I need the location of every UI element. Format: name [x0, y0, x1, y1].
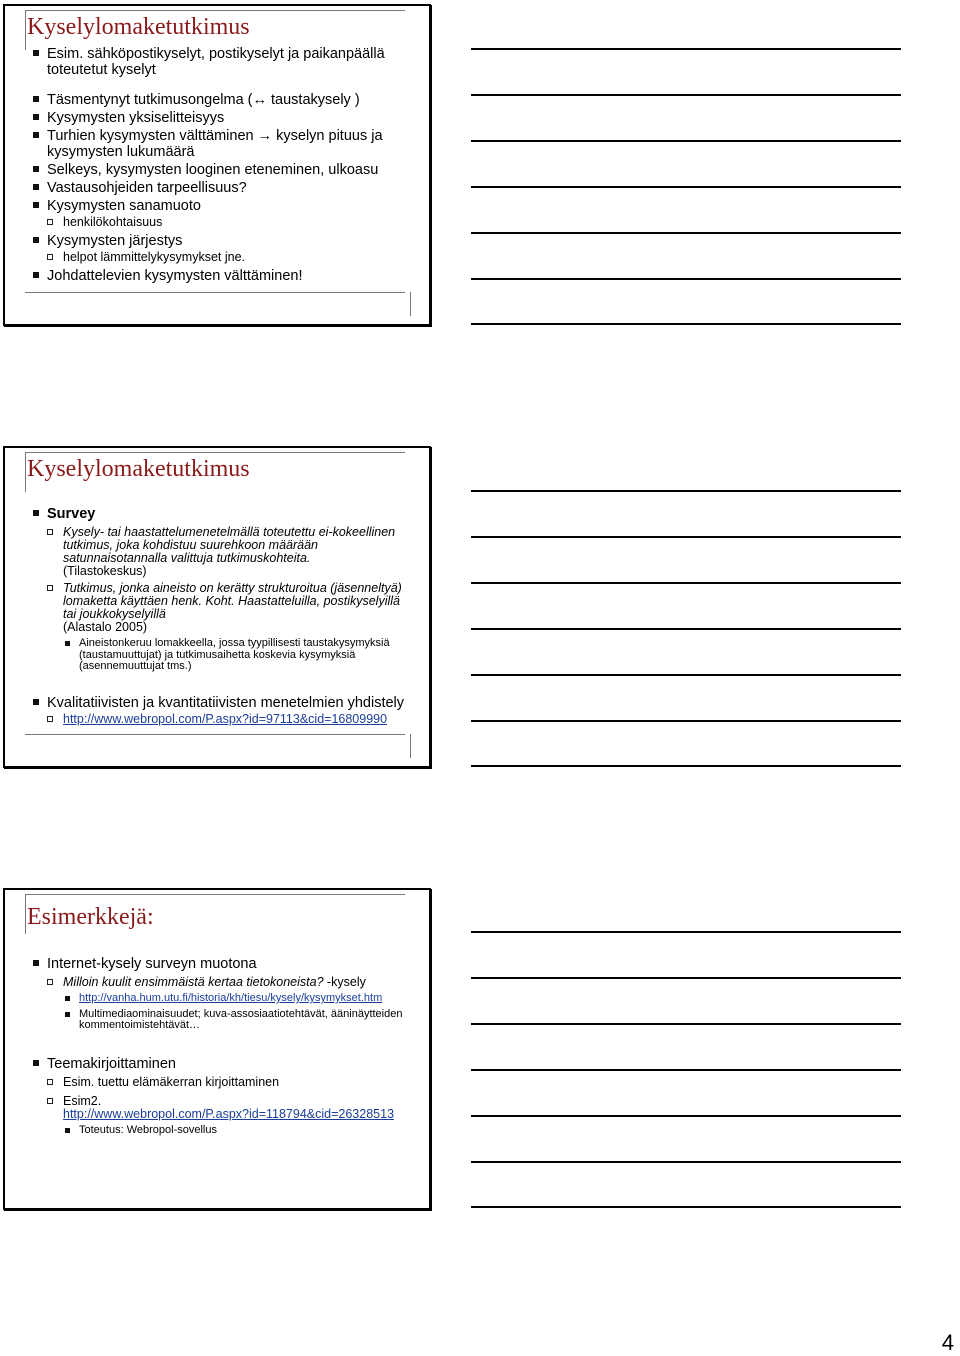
slide-title: Esimerkkejä: [27, 904, 154, 930]
slide-3 [3, 888, 431, 1210]
title-rule-vertical [25, 452, 26, 492]
slide-2 [3, 446, 431, 768]
title-rule [25, 10, 405, 11]
note-line [471, 1161, 901, 1163]
bullet-icon [33, 699, 39, 705]
list-item: Kvalitatiivisten ja kvantitatiivisten menetelmien yhdistely [5, 695, 429, 711]
bullet-icon [65, 1128, 70, 1133]
note-line [471, 628, 901, 630]
bullet-icon [33, 960, 39, 966]
webropol-link-2[interactable]: http://www.webropol.com/P.aspx?id=118794&cid=26328513 [63, 1106, 395, 1121]
sub-list-item: henkilökohtaisuus [5, 216, 429, 229]
note-line [471, 278, 901, 280]
list-item: Survey [5, 506, 429, 522]
sub-list-item-link [5, 1108, 429, 1121]
end-rule-vertical [410, 734, 411, 758]
end-rule [25, 734, 405, 735]
slide-title: Kyselylomaketutkimus [27, 456, 250, 482]
bullet-icon [33, 132, 39, 138]
note-line [471, 765, 901, 767]
sub-list-item: Kysely- tai haastattelumenetelmällä toteutettu ei-kokeellinen tutkimus, joka kohdistuu suurehkoon määrään satunnaisotannalla valittuja tutkimuskohteita. [5, 526, 429, 565]
bullet-icon [33, 202, 39, 208]
list-item: Kysymysten järjestys [5, 233, 429, 249]
slide-title: Kyselylomaketutkimus [27, 14, 250, 40]
bullet-icon [33, 166, 39, 172]
note-line [471, 536, 901, 538]
checkbox-bullet-icon [47, 529, 53, 535]
checkbox-bullet-icon [47, 254, 53, 260]
page-number: 4 [941, 1330, 954, 1355]
checkbox-bullet-icon [47, 219, 53, 225]
bullet-icon [33, 50, 39, 56]
note-line [471, 977, 901, 979]
checkbox-bullet-icon [47, 716, 53, 722]
bullet-icon [65, 641, 70, 646]
sub-sub-list-item: Aineistonkeruu lomakkeella, jossa tyypillisesti taustakysymyksiä (taustamuuttujat) ja tutkimusaihetta koskevia kysymyksiä (asennemuuttujat tms.) [5, 638, 429, 673]
bullet-icon [33, 1060, 39, 1066]
bullet-icon [33, 114, 39, 120]
note-line [471, 674, 901, 676]
sub-sub-list-item: Multimediaominaisuudet; kuva-assosiaatiotehtävät, ääninäytteiden kommentoimistehtävät… [5, 1009, 429, 1032]
list-item: Kysymysten yksiselitteisyys [5, 110, 429, 126]
bullet-icon [33, 272, 39, 278]
checkbox-bullet-icon [47, 585, 53, 591]
vanha-hum-link[interactable]: http://vanha.hum.utu.fi/historia/kh/tiesu/kysely/kysymykset.htm [79, 992, 383, 1004]
list-item: Täsmentynyt tutkimusongelma (↔ taustakysely ) [5, 92, 429, 108]
note-line [471, 140, 901, 142]
title-rule-vertical [25, 894, 26, 934]
title-rule [25, 452, 405, 453]
bullet-icon [33, 184, 39, 190]
bullet-icon [33, 510, 39, 516]
sub-list-item: Esim. tuettu elämäkerran kirjoittaminen [5, 1076, 429, 1089]
end-rule [25, 292, 405, 293]
bullet-icon [65, 1012, 70, 1017]
checkbox-bullet-icon [47, 1098, 53, 1104]
list-item: Internet-kysely surveyn muotona [5, 956, 429, 972]
note-line [471, 232, 901, 234]
note-line [471, 1206, 901, 1208]
checkbox-bullet-icon [47, 1079, 53, 1085]
note-line [471, 931, 901, 933]
note-line [471, 720, 901, 722]
list-item: Kysymysten sanamuoto [5, 198, 429, 214]
list-item: Teemakirjoittaminen [5, 1056, 429, 1072]
note-line [471, 1115, 901, 1117]
list-item: Esim. sähköpostikyselyt, postikyselyt ja paikanpäällä toteutetut kyselyt [5, 46, 429, 78]
sub-list-item: Milloin kuulit ensimmäistä kertaa tietokoneista? -kysely [5, 976, 429, 989]
sub-sub-list-item [5, 993, 429, 1005]
title-rule [25, 894, 405, 895]
webropol-link[interactable]: http://www.webropol.com/P.aspx?id=97113&cid=16809990 [63, 711, 388, 726]
note-line [471, 186, 901, 188]
note-line [471, 323, 901, 325]
note-line [471, 1023, 901, 1025]
list-item: Johdattelevien kysymysten välttäminen! [5, 268, 429, 284]
bullet-icon [33, 237, 39, 243]
sub-list-item: helpot lämmittelykysymykset jne. [5, 251, 429, 264]
sub-list-item-text: (Alastalo 2005) [63, 620, 148, 634]
end-rule-vertical [410, 292, 411, 316]
note-line [471, 1069, 901, 1071]
sub-list-item: Tutkimus, jonka aineisto on kerätty strukturoitua (jäsenneltyä) lomaketta käyttäen henk. Koht. Haastatteluilla, postikyselyillä tai joukkokyselyillä [5, 582, 429, 621]
list-item: Vastausohjeiden tarpeellisuus? [5, 180, 429, 196]
sub-list-item: Esim2. [5, 1095, 429, 1108]
note-line [471, 490, 901, 492]
title-rule-vertical [25, 10, 26, 50]
bullet-icon [65, 996, 70, 1001]
list-item: Selkeys, kysymysten looginen eteneminen, ulkoasu [5, 162, 429, 178]
checkbox-bullet-icon [47, 979, 53, 985]
bullet-icon [33, 96, 39, 102]
sub-list-item-text: (Tilastokeskus) [63, 564, 147, 578]
note-line [471, 582, 901, 584]
slide-1 [3, 4, 431, 326]
sub-list-item [5, 713, 429, 726]
sub-sub-list-item: Toteutus: Webropol-sovellus [5, 1125, 429, 1137]
list-item: Turhien kysymysten välttäminen → kyselyn pituus ja kysymysten lukumäärä [5, 128, 429, 160]
note-line [471, 48, 901, 50]
note-line [471, 94, 901, 96]
